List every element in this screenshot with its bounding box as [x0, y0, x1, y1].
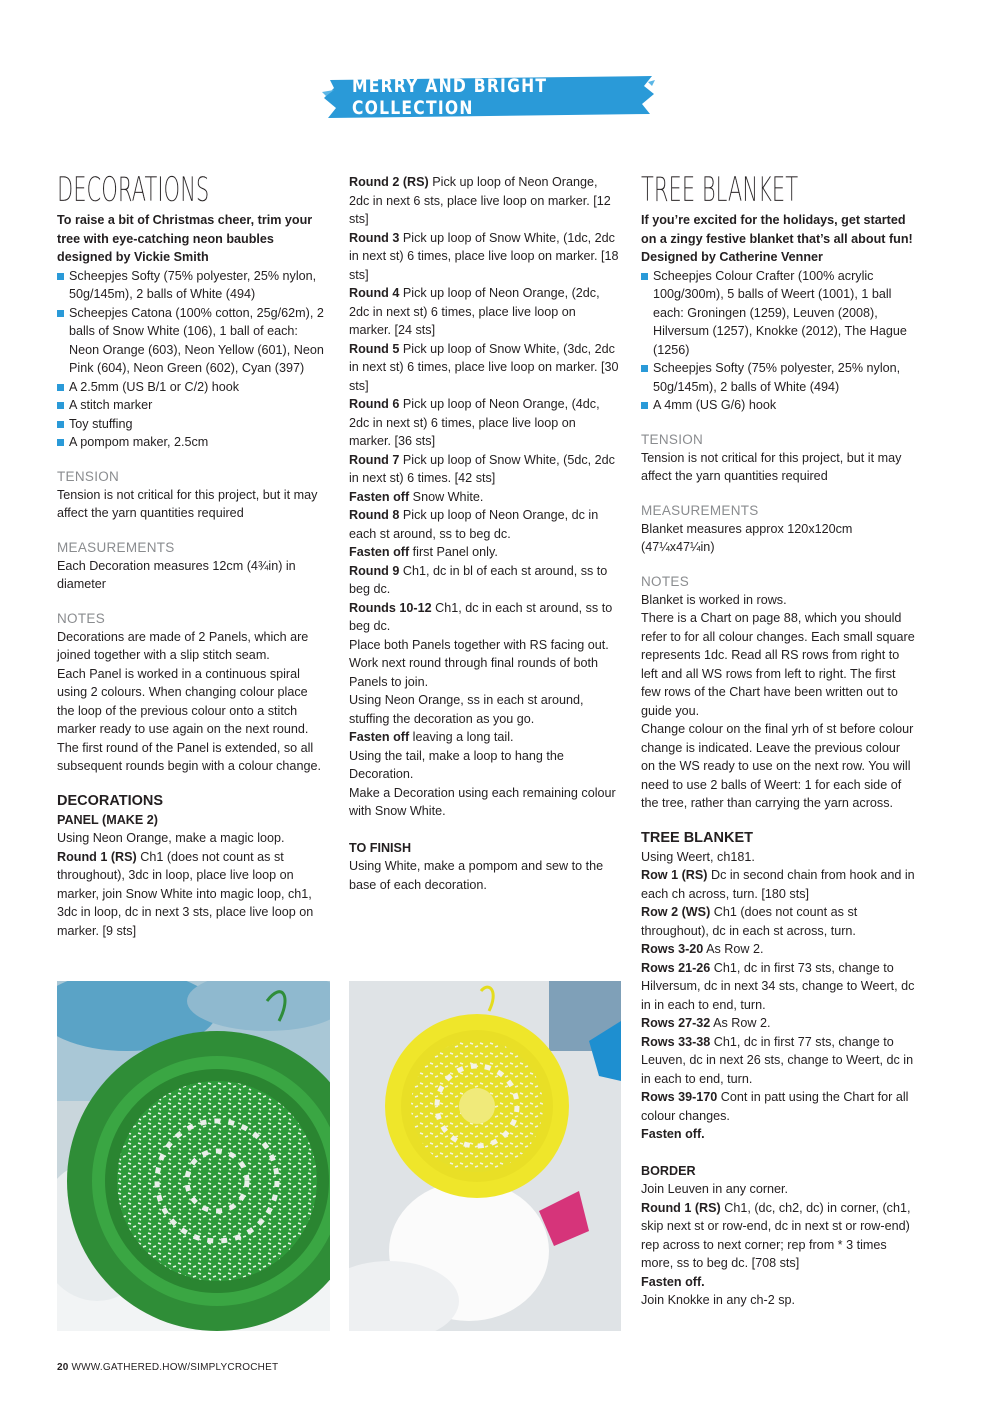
- notes-paragraph: Blanket is worked in rows.: [641, 592, 787, 607]
- panel-heading: PANEL (MAKE 2): [57, 812, 158, 827]
- tension-heading: TENSION: [641, 431, 704, 447]
- join-instruction: Join Knokke in any ch-2 sp.: [641, 1293, 796, 1307]
- yellow-bauble-photo: [349, 981, 621, 1331]
- notes-paragraph: Decorations are made of 2 Panels, which are joined together with a slip stitch seam.: [57, 629, 309, 662]
- list-item: Toy stuffing: [57, 415, 327, 434]
- row-instruction: Rows 33-38 Ch1, dc in first 77 sts, change to Leuven, dc in next 26 sts, change to Weert, dc in in each to end, turn.: [641, 1034, 914, 1086]
- row-instruction: Rows 21-26 Ch1, dc in first 73 sts, change to Hilversum, dc in next 34 sts, change to Weert, dc in in each to end, turn.: [641, 960, 915, 1012]
- decorations-title: DECORATIONS: [57, 170, 210, 210]
- list-item: A 2.5mm (US B/1 or C/2) hook: [57, 378, 327, 397]
- round-instruction: Round 2 (RS) Pick up loop of Neon Orange, 2dc in next 6 sts, place live loop on marker. [12 sts]: [349, 175, 611, 226]
- bullet-icon: [57, 310, 64, 317]
- measurements-heading: MEASUREMENTS: [57, 539, 175, 555]
- list-item: A 4mm (US G/6) hook: [641, 396, 917, 415]
- notes-paragraph: The first round of the Panel is extended, so all subsequent rounds begin with a colour change.: [57, 740, 321, 773]
- bullet-icon: [641, 365, 648, 372]
- row-instruction: Rows 27-32 As Row 2.: [641, 1016, 771, 1030]
- footer-url: WWW.GATHERED.HOW/SIMPLYCROCHET: [71, 1362, 279, 1373]
- collection-banner: [322, 74, 655, 120]
- round-instruction: Round 6 Pick up loop of Neon Orange, (4dc, 2dc in next st) 6 times, place live loop on marker. [36 sts]: [349, 397, 600, 448]
- fasten-off: Fasten off Snow White.: [349, 489, 484, 504]
- border-heading: BORDER: [641, 1163, 696, 1178]
- remaining-instruction: Make a Decoration using each remaining colour with Snow White.: [349, 785, 616, 818]
- decorations-intro: To raise a bit of Christmas cheer, trim your tree with eye-catching neon baubles designed by Vickie Smith: [57, 213, 313, 264]
- list-item: A pompom maker, 2.5cm: [57, 433, 327, 452]
- tension-text: Tension is not critical for this project, but it may affect the yarn quantities required: [57, 487, 318, 520]
- round-instruction: Round 8 Pick up loop of Neon Orange, dc in each st around, ss to beg dc.: [349, 508, 599, 541]
- bullet-icon: [57, 421, 64, 428]
- page-footer: [57, 1362, 278, 1373]
- finish-text: Using White, make a pompom and sew to the base of each decoration.: [349, 859, 604, 892]
- tension-text: Tension is not critical for this project, but it may affect the yarn quantities required: [641, 450, 902, 483]
- start-instruction: Using Weert, ch181.: [641, 849, 755, 864]
- bullet-icon: [57, 384, 64, 391]
- round-instruction: Round 7 Pick up loop of Snow White, (5dc, 2dc in next st) 6 times. [42 sts]: [349, 452, 615, 485]
- tension-heading: TENSION: [57, 468, 120, 484]
- fasten-off: Fasten off first Panel only.: [349, 545, 498, 559]
- notes-paragraph: Change colour on the final yrh of st before colour change is indicated. Leave the previous colour on the WS ready to use on the next row. You will need to use 2 balls of Weert: 1 for each side of the tree, rather than carrying the yarn across.: [641, 722, 914, 810]
- round-instruction: Round 4 Pick up loop of Neon Orange, (2dc, 2dc in next st) 6 times, place live loop on marker. [24 sts]: [349, 286, 600, 337]
- bullet-icon: [57, 439, 64, 446]
- row-instruction: Rows 39-170 Cont in patt using the Chart for all colour changes.: [641, 1090, 909, 1123]
- notes-heading: NOTES: [57, 610, 106, 626]
- blanket-intro: If you’re excited for the holidays, get started on a zingy festive blanket that’s all about fun! Designed by Catherine Venner: [641, 213, 913, 264]
- blanket-materials-list: [641, 267, 917, 415]
- pattern-heading: DECORATIONS: [57, 792, 164, 809]
- notes-paragraph: Each Panel is worked in a continuous spiral using 2 colours. When changing colour place the loop of the previous colour onto a stitch marker ready to use again on the next round.: [57, 666, 309, 736]
- list-item: A stitch marker: [57, 396, 327, 415]
- banner-title: MERRY AND BRIGHT COLLECTION: [351, 75, 548, 119]
- page-number: 20: [57, 1362, 69, 1373]
- fasten-off: Fasten off leaving a long tail.: [349, 730, 514, 744]
- row-instruction: Rows 3-20 As Row 2.: [641, 942, 764, 956]
- measurements-text: Each Decoration measures 12cm (4¾in) in diameter: [57, 558, 296, 591]
- round-instruction: Round 1 (RS) Ch1 (does not count as st throughout), 3dc in loop, place live loop on marker, join Snow White into magic loop, ch1, 3dc in loop, dc in next 3 sts, place live loop on marker. [9 sts]: [57, 849, 314, 938]
- measurements-text: Blanket measures approx 120x120cm (47¼x47¼in): [641, 521, 853, 554]
- list-item: Scheepjes Colour Crafter (100% acrylic 100g/300m), 5 balls of Weert (1001), 1 ball each: Groningen (1259), Leuven (2008), Hilversum (1257), Knokke (2012), The Hague (1256): [641, 267, 917, 360]
- round-instruction: Rounds 10-12 Ch1, dc in each st around, ss to beg dc.: [349, 600, 613, 633]
- tail-instruction: Using the tail, make a loop to hang the Decoration.: [349, 748, 564, 781]
- rounds-column: [349, 173, 621, 894]
- join-instruction: Using Neon Orange, ss in each st around, stuffing the decoration as you go.: [349, 693, 584, 726]
- notes-paragraph: There is a Chart on page 88, which you should refer to for all colour changes. Each small square represents 1dc. Read all RS rows from right to left and all WS rows from left to right. The first few rows of the Chart have been written out to guide you.: [641, 611, 915, 718]
- bullet-icon: [57, 402, 64, 409]
- round-instruction: Round 5 Pick up loop of Snow White, (3dc, 2dc in next st) 6 times, place live loop on marker. [30 sts]: [349, 341, 619, 393]
- round-instruction: Round 9 Ch1, dc in bl of each st around, ss to beg dc.: [349, 563, 608, 596]
- bullet-icon: [641, 273, 648, 280]
- finish-heading: TO FINISH: [349, 840, 412, 855]
- blanket-column: [641, 170, 917, 1310]
- bullet-icon: [641, 402, 648, 409]
- border-start: Join Leuven in any corner.: [641, 1182, 789, 1196]
- list-item: Scheepjes Softy (75% polyester, 25% nylon, 50g/145m), 2 balls of White (494): [57, 267, 327, 304]
- round-instruction: Round 1 (RS) Ch1, (dc, ch2, dc) in corner, (ch1, skip next st or row-end, dc in next st or row-end) rep across to next corner; rep from * 3 times more, ss to beg dc. [708 sts]: [641, 1200, 911, 1270]
- fasten-off: Fasten off.: [641, 1127, 705, 1141]
- decorations-column: [57, 170, 327, 940]
- list-item: Scheepjes Catona (100% cotton, 25g/62m), 2 balls of Snow White (106), 1 ball of each: Neon Orange (603), Neon Yellow (601), Neon Pink (604), Neon Green (602), Cyan (397): [57, 304, 327, 378]
- panel-intro: Using Neon Orange, make a magic loop.: [57, 831, 285, 845]
- measurements-heading: MEASUREMENTS: [641, 502, 759, 518]
- decorations-materials-list: [57, 267, 327, 452]
- pattern-heading: TREE BLANKET: [641, 829, 753, 846]
- row-instruction: Row 1 (RS) Dc in second chain from hook and in each ch across, turn. [180 sts]: [641, 868, 915, 901]
- row-instruction: Row 2 (WS) Ch1 (does not count as st throughout), dc in each st across, turn.: [641, 905, 858, 938]
- fasten-off: Fasten off.: [641, 1274, 705, 1289]
- bullet-icon: [57, 273, 64, 280]
- blanket-title: TREE BLANKET: [641, 170, 799, 210]
- list-item: Scheepjes Softy (75% polyester, 25% nylon, 50g/145m), 2 balls of White (494): [641, 359, 917, 396]
- green-bauble-photo: [57, 981, 330, 1331]
- round-instruction: Round 3 Pick up loop of Snow White, (1dc, 2dc in next st) 6 times, place live loop on marker. [18 sts]: [349, 230, 619, 282]
- notes-heading: NOTES: [641, 573, 690, 589]
- join-instruction: Place both Panels together with RS facing out. Work next round through final rounds of both Panels to join.: [349, 637, 609, 689]
